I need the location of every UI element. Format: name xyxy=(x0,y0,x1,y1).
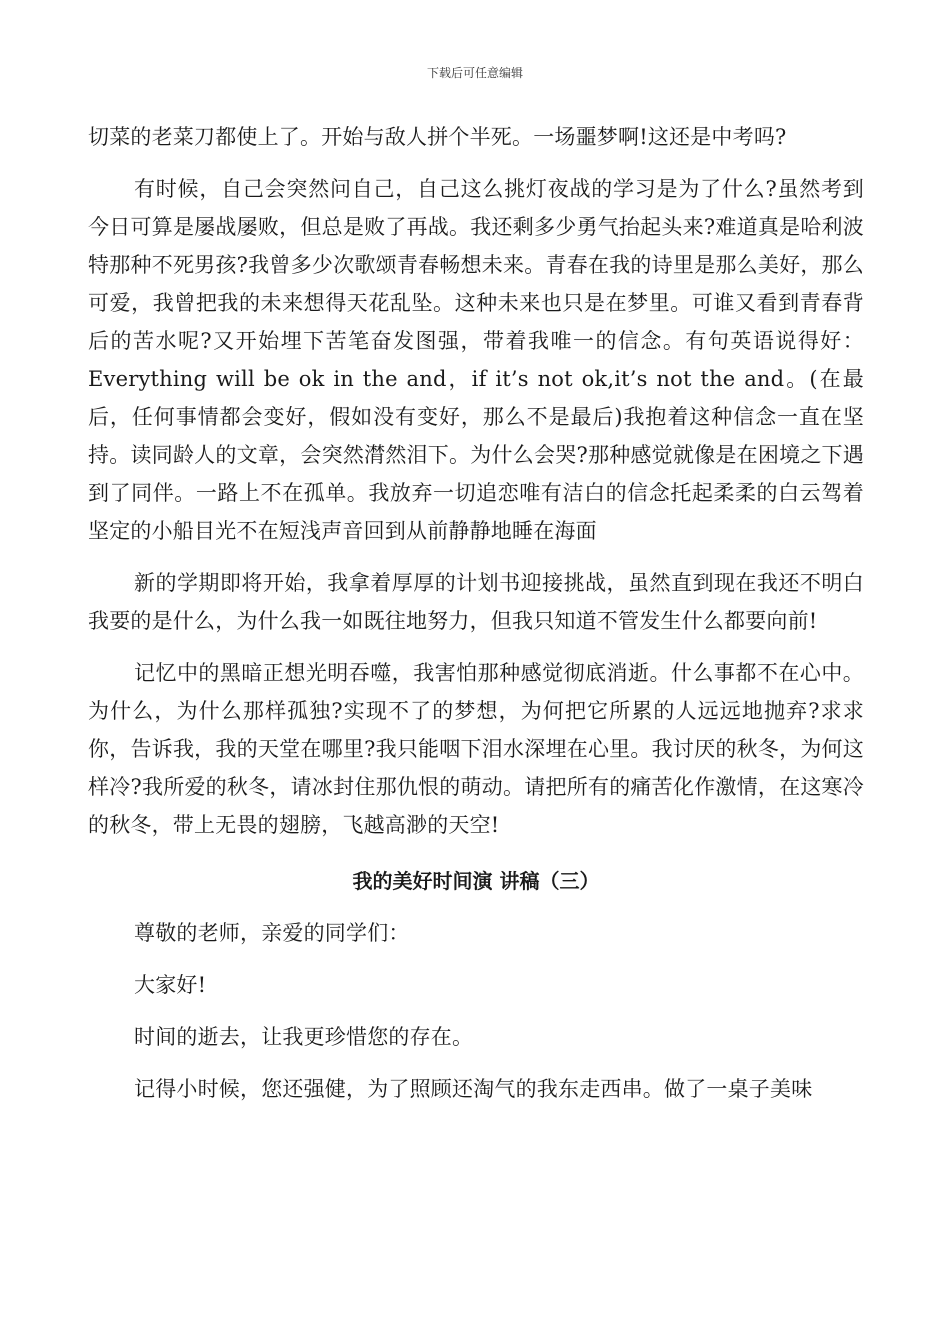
paragraph-salutation: 尊敬的老师，亲爱的同学们： xyxy=(134,921,410,945)
paragraph-new-semester: 新的学期即将开始，我拿着厚厚的计划书迎接挑战，虽然直到现在我还不明白我要的是什么，为什么我一如既往地努力，但我只知道不管发生什么都要向前! xyxy=(88,571,864,633)
paragraph-time-passing: 时间的逝去，让我更珍惜您的存在。 xyxy=(134,1025,474,1049)
section-title: 我的美好时间演 讲稿（三） xyxy=(352,869,600,893)
paragraph-reflection: 有时候，自己会突然问自己，自己这么挑灯夜战的学习是为了什么?虽然考到今日可算是屡战屡败，但总是败了再战。我还剩多少勇气抬起头来?难道真是哈利波特那种不死男孩?我曾多少次歌颂青春畅想未来。青春在我的诗里是那么美好，那么可爱，我曾把我的未来想得天花乱坠。这种未来也只是在梦里。可谁又看到青春背后的苦水呢?又开始埋下苦笔奋发图强，带着我唯一的信念。有句英语说得好：Everything will be ok in the and，if it’s not ok,it’s not the and。(在最后，任何事情都会变好，假如没有变好，那么不是最后)我抱着这种信念一直在坚持。读同龄人的文章，会突然潸然泪下。为什么会哭?那种感觉就像是在困境之下遇到了同伴。一路上不在孤单。我放弃一切追恋唯有洁白的信念托起柔柔的白云驾着坚定的小船目光不在短浅声音回到从前静静地睡在海面 xyxy=(88,177,864,543)
header-note: 下载后可任意编辑 xyxy=(426,66,523,80)
paragraph-greeting: 大家好! xyxy=(134,973,207,997)
paragraph-childhood-memory: 记得小时候，您还强健，为了照顾还淘气的我东走西串。做了一桌子美味 xyxy=(134,1077,813,1101)
paragraph-continuation: 切菜的老菜刀都使上了。开始与敌人拼个半死。一场噩梦啊!这还是中考吗? xyxy=(88,125,787,149)
paragraph-memory: 记忆中的黑暗正想光明吞噬，我害怕那种感觉彻底消逝。什么事都不在心中。为什么，为什么那样孤独?实现不了的梦想，为何把它所累的人远远地抛弃?求求你，告诉我，我的天堂在哪里?我只能咽下泪水深埋在心里。我讨厌的秋冬，为何这样冷?我所爱的秋冬，请冰封住那仇恨的萌动。请把所有的痛苦化作激情，在这寒冷的秋冬，带上无畏的翅膀，飞越高渺的天空! xyxy=(88,661,864,837)
document-body xyxy=(88,118,864,1122)
